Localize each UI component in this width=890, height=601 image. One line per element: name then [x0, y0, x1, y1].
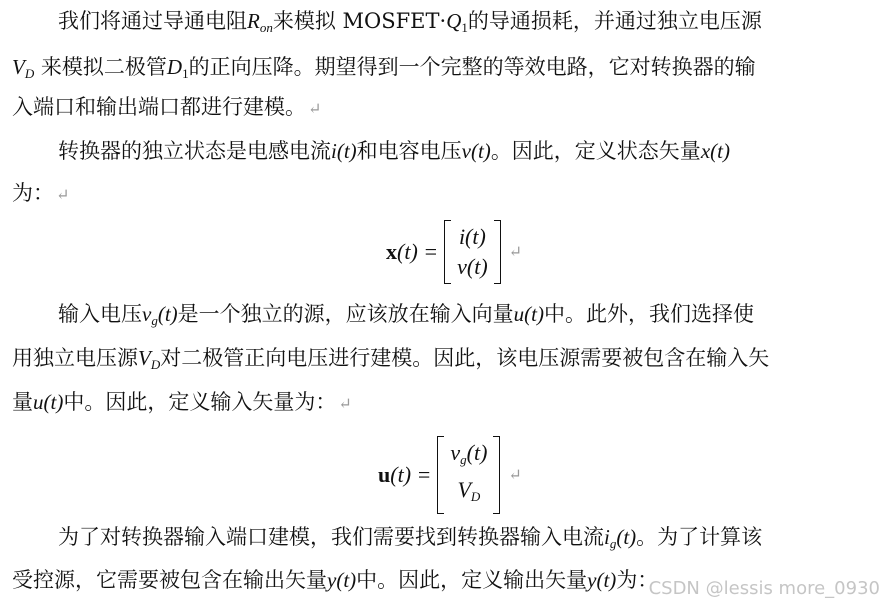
p4-line1: 为了对转换器输入端口建模，我们需要找到转换器输入电流$i_g(t)$。为了计算该 [58, 525, 763, 551]
matrix-bracket: $v_g(t)$ $V_D$ [437, 436, 500, 514]
paragraph-mark-icon: ↵ [508, 244, 523, 261]
equation-input-vector: u(t) = $v_g(t)$ $V_D$ ↵ [378, 436, 522, 514]
equation-state-vector: x(t) = i(t) v(t) ↵ [386, 220, 522, 284]
p3-line3: 量u(t)中。因此，定义输入矢量为： ↵ [12, 390, 352, 414]
ron-symbol: R [247, 9, 260, 33]
p1-line1: 我们将通过导通电阻$R_{on}$来模拟 $MOSFET\cdot Q_1$的导通损耗，并通过独立电压源 [58, 9, 762, 35]
p4-line2: 受控源，它需要被包含在输出矢量y(t)中。因此，定义输出矢量y(t)为： [12, 568, 659, 592]
p3-line1: 输入电压$v_g(t)$是一个独立的源，应该放在输入向量u(t)中。此外，我们选择使 [58, 302, 754, 328]
watermark: CSDN @lessis more_0930 [648, 578, 880, 599]
p2-line2: 为： ↵ [12, 181, 70, 205]
p1-line2: $V_D$ 来模拟二极管$D_1$的正向压降。期望得到一个完整的等效电路，它对转换器的输 [12, 55, 756, 81]
vd-symbol: V [12, 55, 25, 79]
d1-symbol: D [166, 55, 183, 79]
p2-line1: 转换器的独立状态是电感电流i(t)和电容电压v(t)。因此，定义状态矢量x(t) [58, 139, 730, 163]
paragraph-mark-icon: ↵ [308, 99, 322, 118]
q1-symbol: Q [446, 9, 462, 33]
paragraph-mark-icon: ↵ [338, 394, 352, 413]
paragraph-mark-icon: ↵ [508, 467, 522, 484]
paragraph-mark-icon: ↵ [56, 185, 70, 204]
p3-line2: 用独立电压源$V_D$对二极管正向电压进行建模。因此，该电压源需要被包含在输入矢 [12, 346, 770, 372]
p1-line3: 入端口和输出端口都进行建模。 ↵ [12, 95, 322, 119]
matrix-bracket: i(t) v(t) [444, 220, 501, 284]
